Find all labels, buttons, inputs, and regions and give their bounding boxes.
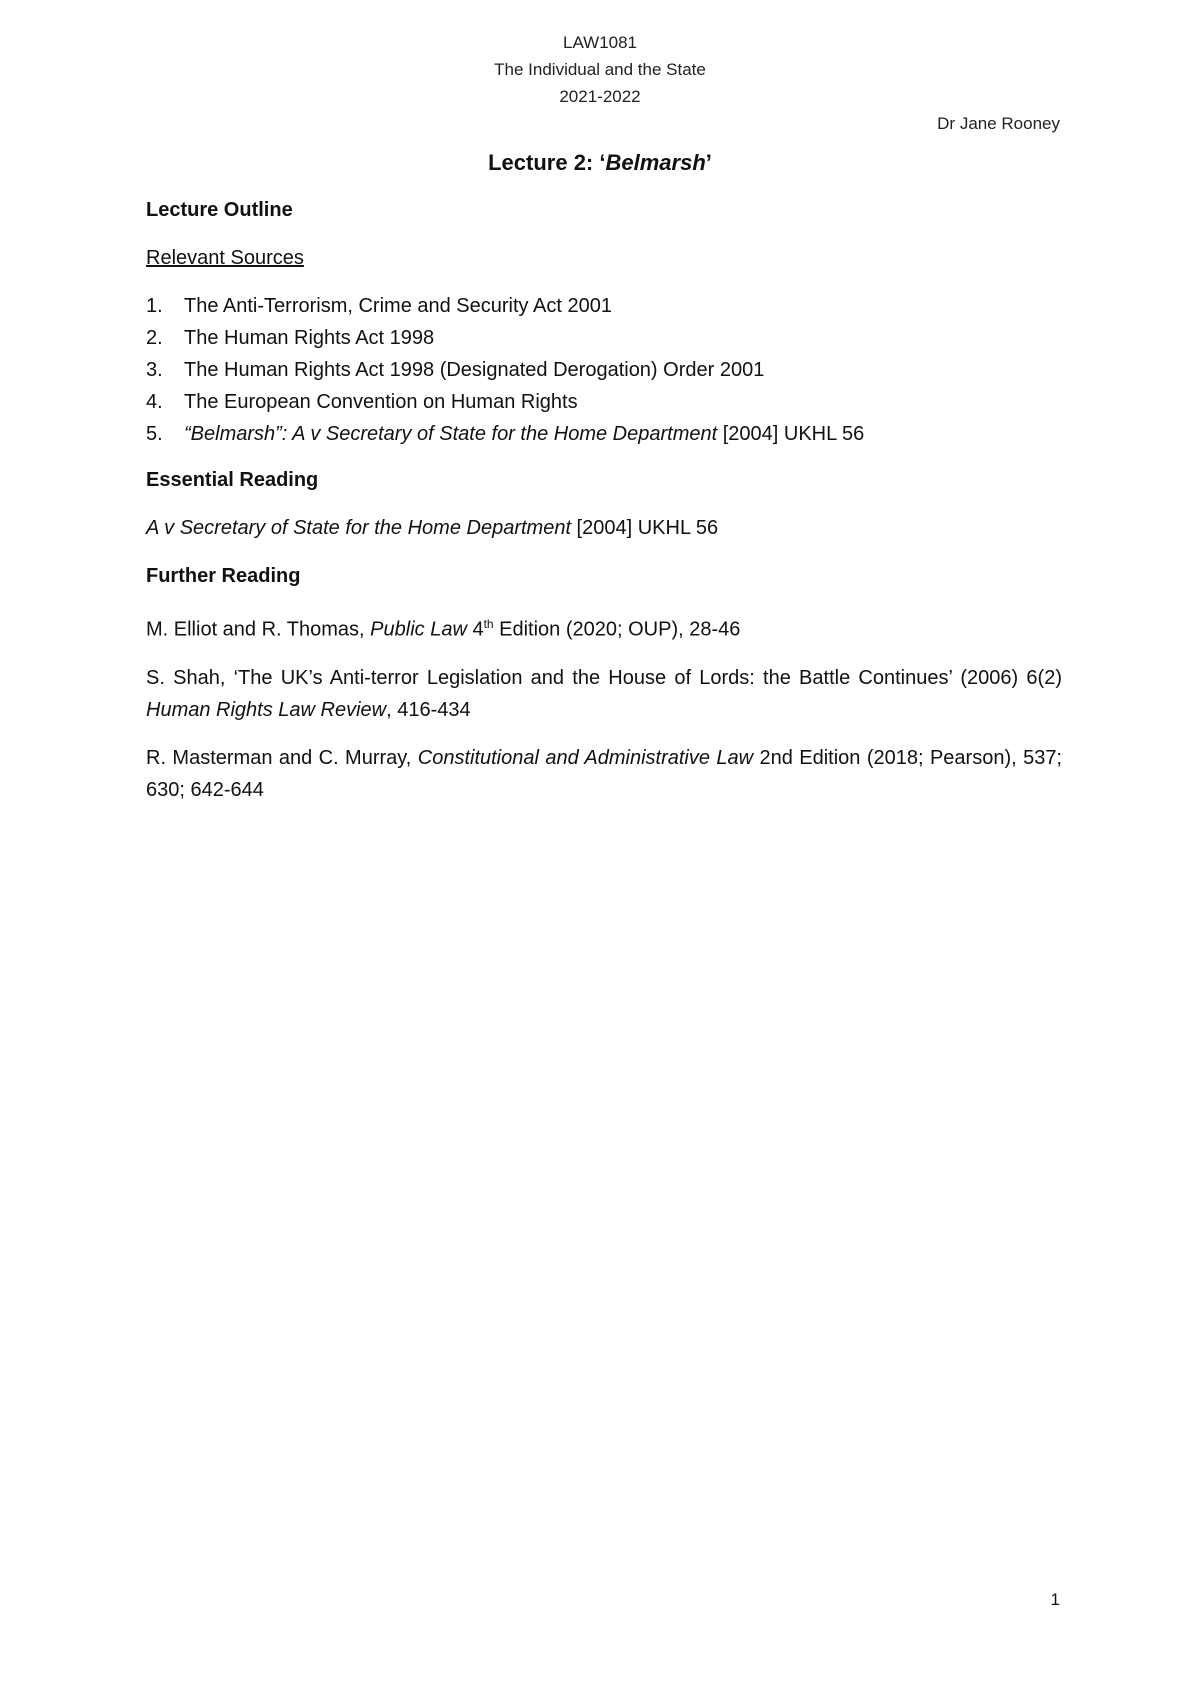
ref-text: Edition (2020; OUP), 28-46 xyxy=(493,618,741,641)
case-name: A v Secretary of State for the Home Department xyxy=(146,517,571,539)
list-item xyxy=(146,290,1062,322)
ref-text: M. Elliot and R. Thomas, xyxy=(146,618,371,641)
title-prefix: Lecture 2: ‘ xyxy=(488,150,606,175)
ref-text: , 416-434 xyxy=(386,698,471,721)
list-item xyxy=(146,386,1062,418)
title-italic: Belmarsh xyxy=(605,150,706,175)
further-reference-2 xyxy=(146,662,1062,726)
list-item xyxy=(146,354,1062,386)
list-text xyxy=(184,418,864,450)
ref-text: R. Masterman and C. Murray, xyxy=(146,746,418,769)
further-heading: Further Reading xyxy=(146,565,301,587)
sources-list xyxy=(146,290,1062,450)
ref-title: Constitutional and Administrative Law xyxy=(417,746,754,769)
ref-text: 4 xyxy=(466,618,484,641)
list-text: The Human Rights Act 1998 xyxy=(184,327,435,349)
academic-year: 2021-2022 xyxy=(559,87,641,106)
author-name: Dr Jane Rooney xyxy=(937,114,1060,133)
ref-superscript: th xyxy=(483,617,494,631)
ref-title: Human Rights Law Review xyxy=(146,698,387,721)
list-item xyxy=(146,322,1062,354)
list-text: The Anti-Terrorism, Crime and Security Act 2001 xyxy=(184,295,612,317)
course-code: LAW1081 xyxy=(562,33,638,52)
list-text: The European Convention on Human Rights xyxy=(184,391,578,413)
further-reference-1 xyxy=(146,608,1062,646)
list-number: 5. xyxy=(146,423,163,445)
course-title: The Individual and the State xyxy=(494,60,706,79)
case-citation: [2004] UKHL 56 xyxy=(571,517,719,539)
ref-text: S. Shah, ‘The UK’s Anti-terror Legislation and the House of Lords: the Battle Continues’ (2006) 6(2) xyxy=(146,666,1062,689)
list-number: 1. xyxy=(146,295,163,317)
list-item xyxy=(146,418,1062,450)
ref-title: Public Law xyxy=(370,618,467,641)
ref-text: 2nd Edition (2018; Pearson), 537; 630; 642-644 xyxy=(146,746,1062,801)
outline-heading: Lecture Outline xyxy=(146,199,293,221)
list-number: 2. xyxy=(146,327,163,349)
title-suffix: ’ xyxy=(705,150,712,175)
list-text: The Human Rights Act 1998 (Designated Derogation) Order 2001 xyxy=(184,359,765,381)
sources-heading: Relevant Sources xyxy=(146,247,304,269)
essential-heading: Essential Reading xyxy=(146,469,319,491)
lecture-title xyxy=(0,150,1200,176)
document-body xyxy=(146,194,1062,822)
list-number: 3. xyxy=(146,359,163,381)
list-number: 4. xyxy=(146,391,163,413)
page-number: 1 xyxy=(1050,1590,1060,1609)
case-citation: [2004] UKHL 56 xyxy=(717,423,865,445)
essential-reference xyxy=(146,512,1062,544)
case-name: “Belmarsh”: A v Secretary of State for the Home Department xyxy=(184,423,718,445)
further-reference-3 xyxy=(146,742,1062,806)
